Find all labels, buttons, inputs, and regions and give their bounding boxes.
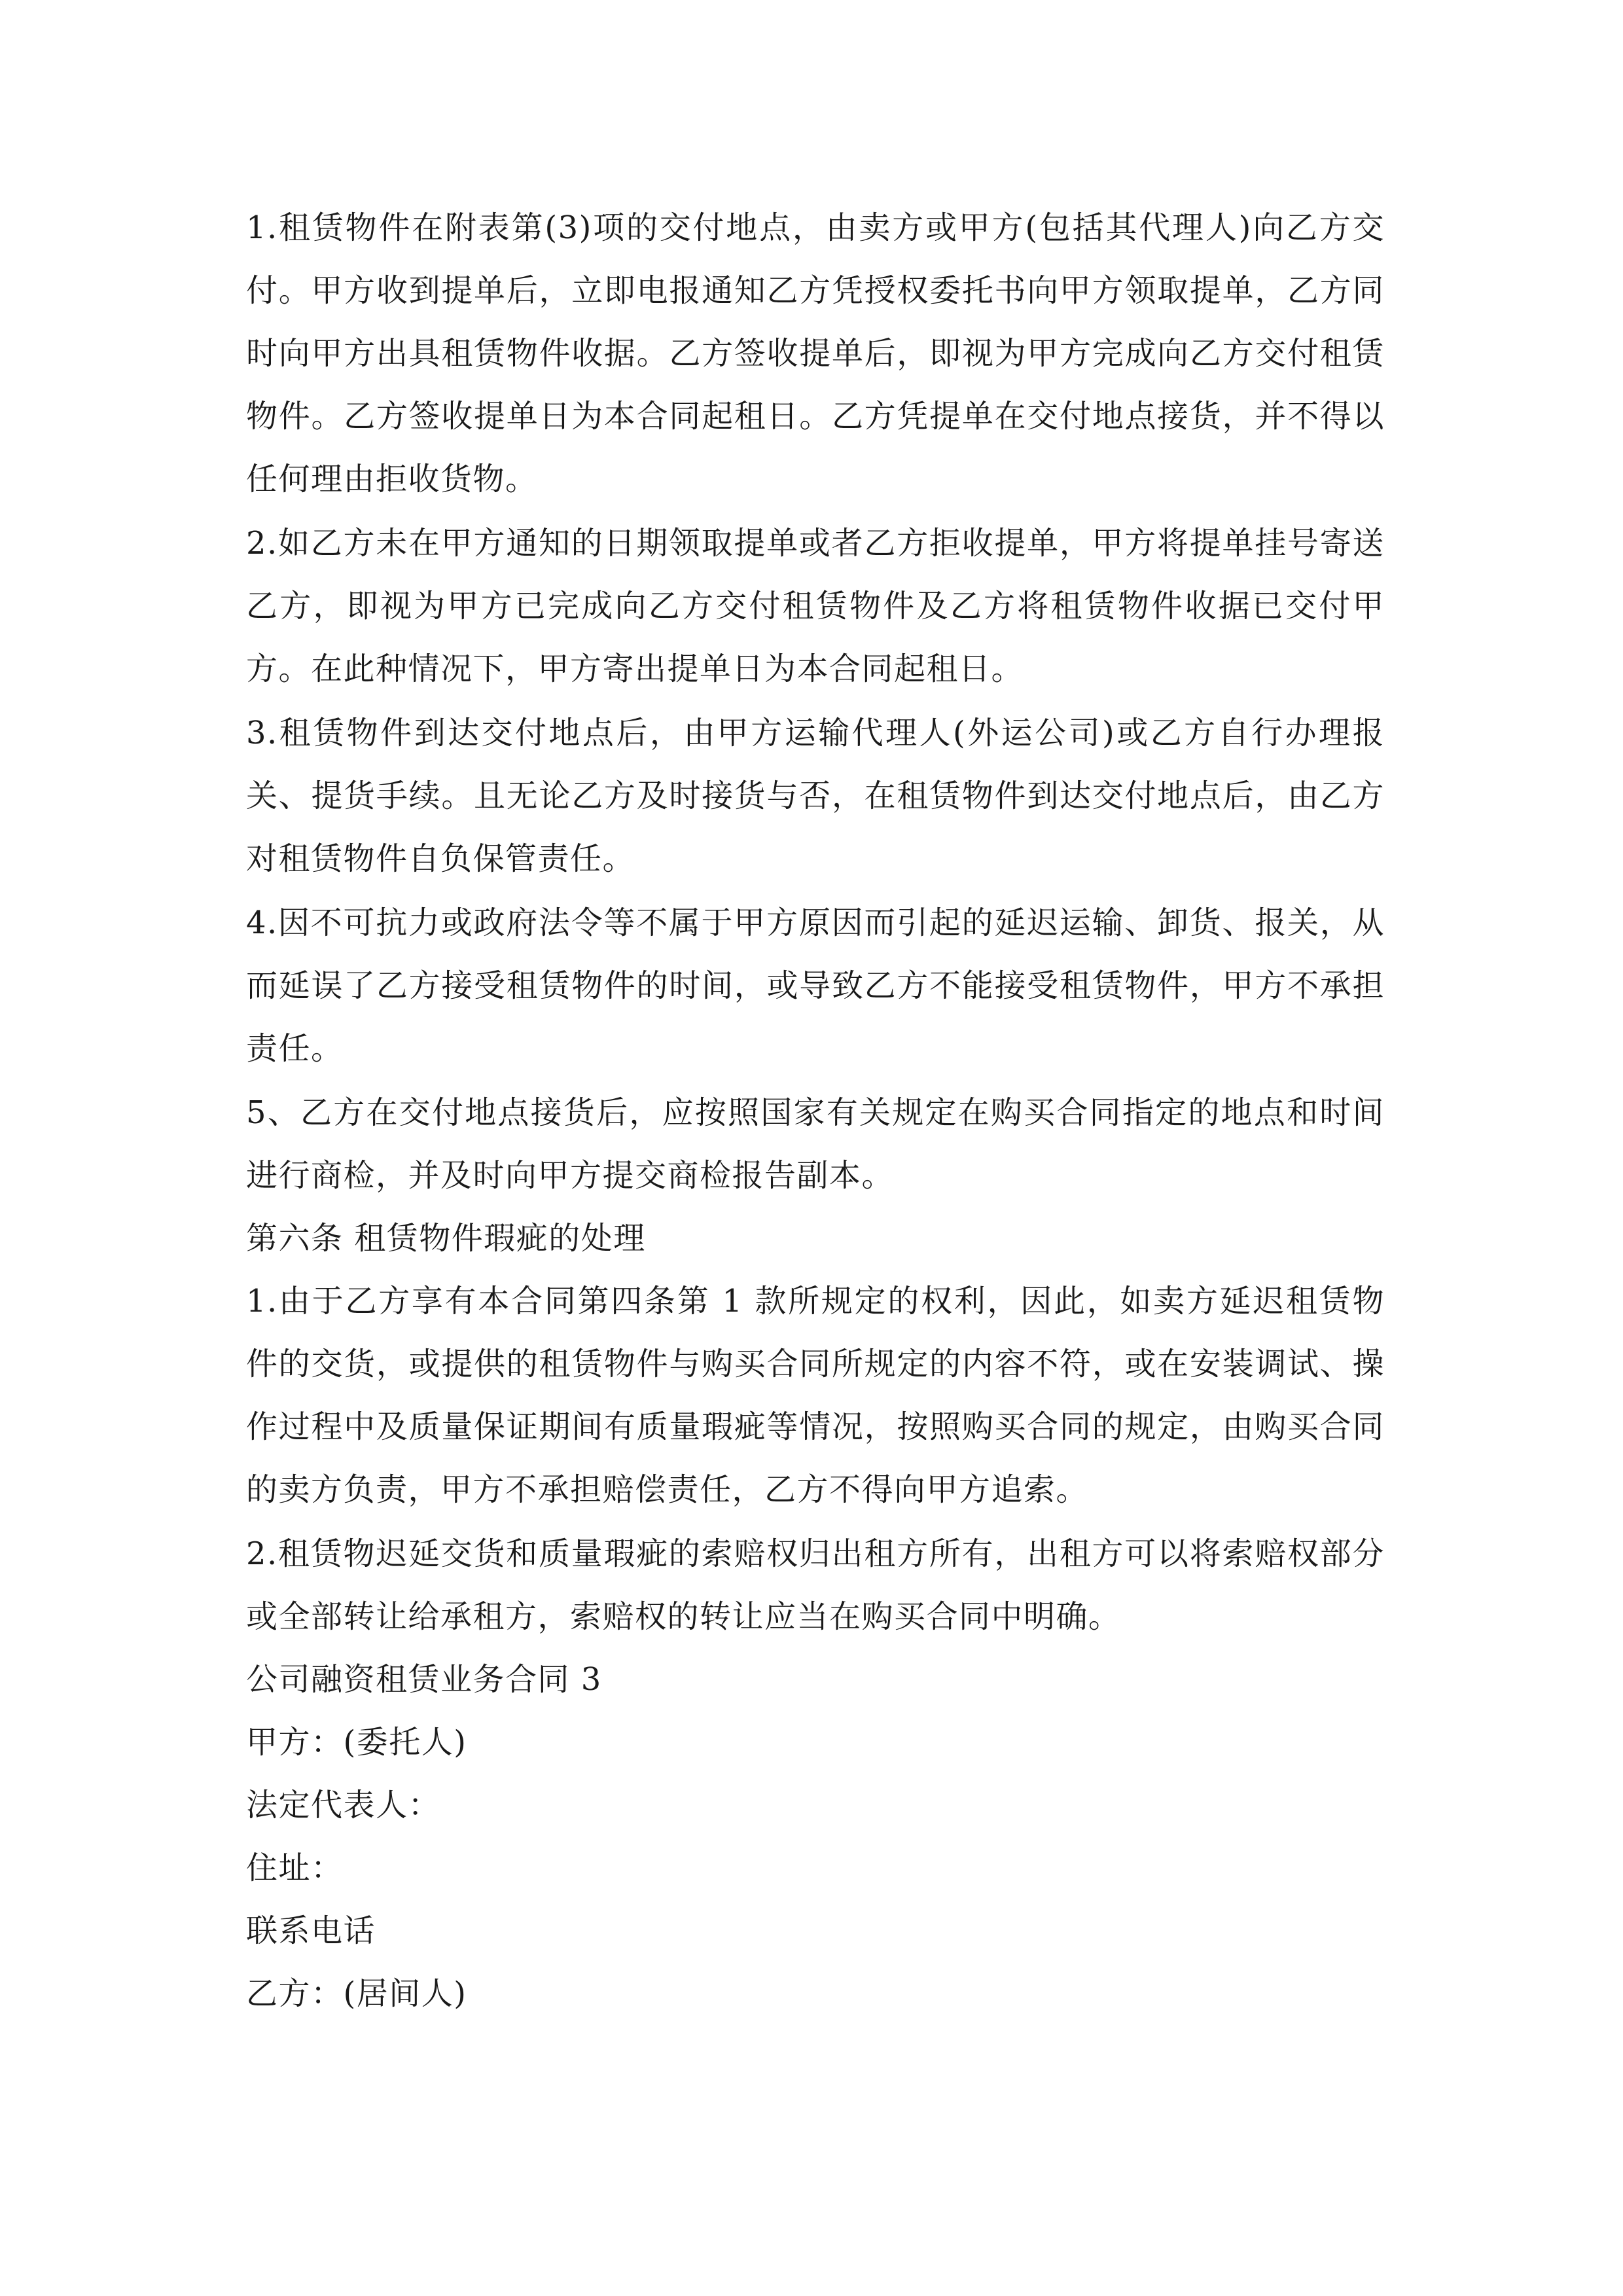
article-6-heading: 第六条 租赁物件瑕疵的处理 <box>246 1220 646 1257</box>
contact-phone-label: 联系电话 <box>246 1912 376 1949</box>
clause-6-1-paragraph: 1.由于乙方享有本合同第四条第 1 款所规定的权利，因此，如卖方延迟租赁物件的交货，或提供的租赁物件与购买合同所规定的内容不符，或在安装调试、操作过程中及质量保证期间有质量瑕疵等情况，按照购买合同的规定，由购买合同的卖方负责，甲方不承担赔偿责任，乙方不得向甲方追索。 <box>246 1283 1385 1508</box>
clause-5-2-paragraph: 2.如乙方未在甲方通知的日期领取提单或者乙方拒收提单，甲方将提单挂号寄送乙方，即视为甲方已完成向乙方交付租赁物件及乙方将租赁物件收据已交付甲方。在此种情况下，甲方寄出提单日为本合同起租日。 <box>246 525 1385 687</box>
legal-representative-label: 法定代表人： <box>246 1787 441 1823</box>
party-b-label: 乙方：(居间人) <box>246 1975 467 2012</box>
contract-3-title: 公司融资租赁业务合同 3 <box>246 1661 602 1698</box>
clause-5-3-paragraph: 3.租赁物件到达交付地点后，由甲方运输代理人(外运公司)或乙方自行办理报关、提货手续。且无论乙方及时接货与否，在租赁物件到达交付地点后，由乙方对租赁物件自负保管责任。 <box>246 715 1385 877</box>
clause-5-4-paragraph: 4.因不可抗力或政府法令等不属于甲方原因而引起的延迟运输、卸货、报关，从而延误了乙方接受租赁物件的时间，或导致乙方不能接受租赁物件，甲方不承担责任。 <box>246 905 1385 1067</box>
clause-5-5-paragraph: 5、乙方在交付地点接货后，应按照国家有关规定在购买合同指定的地点和时间进行商检，并及时向甲方提交商检报告副本。 <box>246 1094 1385 1194</box>
party-a-label: 甲方：(委托人) <box>246 1724 467 1761</box>
clause-6-2-paragraph: 2.租赁物迟延交货和质量瑕疵的索赔权归出租方所有，出租方可以将索赔权部分或全部转让给承租方，索赔权的转让应当在购买合同中明确。 <box>246 1535 1385 1635</box>
address-label: 住址： <box>246 1850 344 1886</box>
clause-5-1-paragraph: 1.租赁物件在附表第(3)项的交付地点，由卖方或甲方(包括其代理人)向乙方交付。甲方收到提单后，立即电报通知乙方凭授权委托书向甲方领取提单，乙方同时向甲方出具租赁物件收据。乙方签收提单后，即视为甲方完成向乙方交付租赁物件。乙方签收提单日为本合同起租日。乙方凭提单在交付地点接货，并不得以任何理由拒收货物。 <box>246 209 1385 497</box>
document-body <box>246 196 1385 2025</box>
